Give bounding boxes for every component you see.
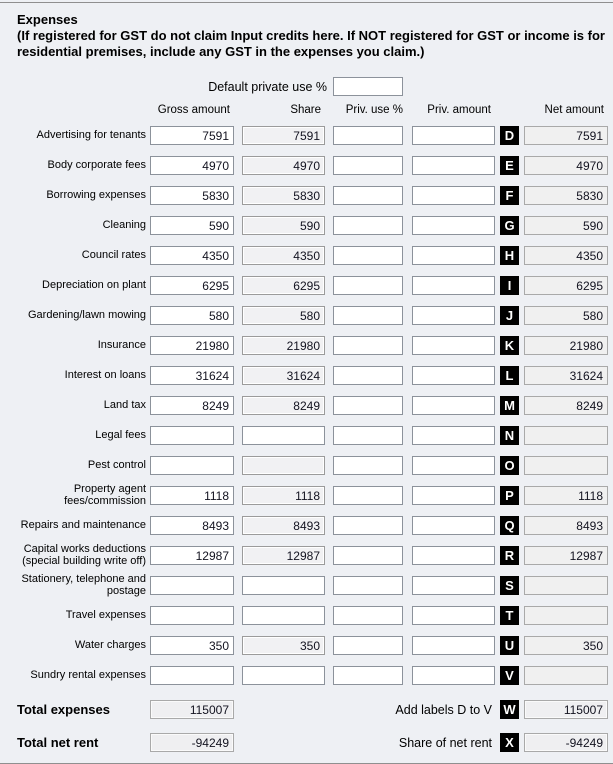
label-tag: F [500, 186, 519, 205]
share-input [242, 126, 325, 145]
total-expenses-field [150, 700, 234, 719]
expense-row [0, 666, 613, 685]
expense-row [0, 246, 613, 265]
expense-row-label: Travel expenses [65, 608, 146, 621]
gross-amount-input[interactable] [150, 516, 234, 535]
gross-amount-input[interactable] [150, 546, 234, 565]
column-header-net: Net amount [544, 103, 604, 116]
share-input [242, 306, 325, 325]
expense-row [0, 516, 613, 535]
priv-amount-input[interactable] [412, 456, 495, 475]
expense-row [0, 636, 613, 655]
total-net-rent-row [0, 733, 613, 752]
gross-amount-input[interactable] [150, 306, 234, 325]
expense-row [0, 426, 613, 445]
gross-amount-input[interactable] [150, 156, 234, 175]
priv-amount-input[interactable] [412, 366, 495, 385]
net-amount-field [524, 666, 608, 685]
priv-use-percent-input[interactable] [333, 126, 403, 145]
net-amount-field [524, 306, 608, 325]
share-input[interactable] [242, 576, 325, 595]
gross-amount-input[interactable] [150, 426, 234, 445]
net-amount-field [524, 126, 608, 145]
priv-use-percent-input[interactable] [333, 546, 403, 565]
net-amount-field [524, 366, 608, 385]
share-input [242, 486, 325, 505]
net-amount-field [524, 456, 608, 475]
expense-row-label: Land tax [103, 398, 146, 411]
gross-amount-input[interactable] [150, 216, 234, 235]
priv-use-percent-input[interactable] [333, 606, 403, 625]
expense-row [0, 606, 613, 625]
gross-amount-input[interactable] [150, 606, 234, 625]
label-tag-w: W [500, 700, 519, 719]
priv-use-percent-input[interactable] [333, 336, 403, 355]
total-net-rent-label: Total net rent [17, 735, 99, 750]
share-of-net-rent-note: Share of net rent [398, 735, 492, 750]
label-tag: O [500, 456, 519, 475]
share-input [242, 636, 325, 655]
priv-amount-input[interactable] [412, 546, 495, 565]
default-private-use-row [0, 77, 613, 96]
net-amount-field [524, 486, 608, 505]
gross-amount-input[interactable] [150, 456, 234, 475]
share-input [242, 336, 325, 355]
priv-amount-input[interactable] [412, 636, 495, 655]
expense-row [0, 126, 613, 145]
column-header-share: Share [290, 103, 321, 116]
priv-amount-input[interactable] [412, 666, 495, 685]
total-expenses-label: Total expenses [17, 702, 110, 717]
net-amount-field [524, 576, 608, 595]
priv-amount-input[interactable] [412, 306, 495, 325]
total-expenses-row [0, 700, 613, 719]
expense-row [0, 366, 613, 385]
expense-row [0, 456, 613, 475]
priv-amount-input[interactable] [412, 126, 495, 145]
label-tag: J [500, 306, 519, 325]
label-tag: U [500, 636, 519, 655]
priv-use-percent-input[interactable] [333, 306, 403, 325]
total-net-rent-net-field [524, 733, 608, 752]
expense-row-label: Sundry rental expenses [30, 668, 146, 681]
expense-row [0, 306, 613, 325]
label-tag: Q [500, 516, 519, 535]
label-tag: R [500, 546, 519, 565]
net-amount-field [524, 156, 608, 175]
label-tag: D [500, 126, 519, 145]
share-input[interactable] [242, 426, 325, 445]
expense-row-label: Capital works deductions (special building write off) [22, 543, 146, 567]
share-input[interactable] [242, 606, 325, 625]
expense-row [0, 276, 613, 295]
expense-row-label: Borrowing expenses [46, 188, 146, 201]
priv-amount-input[interactable] [412, 486, 495, 505]
default-private-use-label: Default private use % [208, 79, 327, 94]
share-input [242, 456, 325, 475]
gross-amount-input[interactable] [150, 486, 234, 505]
expense-row [0, 336, 613, 355]
priv-use-percent-input[interactable] [333, 456, 403, 475]
label-tag: N [500, 426, 519, 445]
share-input [242, 276, 325, 295]
priv-amount-input[interactable] [412, 576, 495, 595]
share-input [242, 186, 325, 205]
priv-amount-input[interactable] [412, 426, 495, 445]
label-tag-x: X [500, 733, 519, 752]
column-header-gross: Gross amount [157, 103, 230, 116]
expense-row-label: Council rates [81, 248, 146, 261]
priv-amount-input[interactable] [412, 216, 495, 235]
expense-row-label: Interest on loans [64, 368, 146, 381]
expense-row [0, 216, 613, 235]
priv-use-percent-input[interactable] [333, 636, 403, 655]
net-amount-field [524, 516, 608, 535]
gross-amount-input[interactable] [150, 186, 234, 205]
priv-use-percent-input[interactable] [333, 666, 403, 685]
gross-amount-input[interactable] [150, 366, 234, 385]
label-tag: K [500, 336, 519, 355]
expense-row-label: Cleaning [102, 218, 146, 231]
label-tag: T [500, 606, 519, 625]
top-divider [0, 2, 613, 3]
gross-amount-input[interactable] [150, 666, 234, 685]
expense-row-label: Depreciation on plant [42, 278, 146, 291]
expense-row-label: Gardening/lawn mowing [27, 308, 146, 321]
expense-row-label: Repairs and maintenance [20, 518, 146, 531]
net-amount-field [524, 186, 608, 205]
priv-use-percent-input[interactable] [333, 486, 403, 505]
column-headers [0, 100, 613, 119]
gross-amount-input[interactable] [150, 396, 234, 415]
gst-note: (If registered for GST do not claim Input credits here. If NOT registered for GST or income is for residential premises, include any GST in the expenses you claim.) [17, 28, 605, 59]
expense-row [0, 396, 613, 415]
expense-row-label: Insurance [97, 338, 146, 351]
page-title: Expenses [17, 12, 78, 27]
expense-row-label: Legal fees [95, 428, 146, 441]
gross-amount-input[interactable] [150, 636, 234, 655]
share-input [242, 156, 325, 175]
expense-row [0, 186, 613, 205]
share-input[interactable] [242, 666, 325, 685]
expense-row [0, 483, 613, 507]
label-tag: G [500, 216, 519, 235]
column-header-priv-use: Priv. use % [345, 103, 403, 116]
priv-amount-input[interactable] [412, 606, 495, 625]
priv-use-percent-input[interactable] [333, 156, 403, 175]
expense-row-label: Body corporate fees [47, 158, 146, 171]
priv-amount-input[interactable] [412, 396, 495, 415]
gross-amount-input[interactable] [150, 126, 234, 145]
priv-use-percent-input[interactable] [333, 576, 403, 595]
total-net-rent-field [150, 733, 234, 752]
column-header-priv-amount: Priv. amount [427, 103, 491, 116]
expense-row-label: Property agent fees/commission [64, 483, 146, 507]
priv-amount-input[interactable] [412, 246, 495, 265]
gross-amount-input[interactable] [150, 576, 234, 595]
priv-amount-input[interactable] [412, 516, 495, 535]
share-input [242, 246, 325, 265]
expense-row-label: Pest control [87, 458, 146, 471]
expense-row [0, 573, 613, 597]
share-input [242, 516, 325, 535]
expense-rows [0, 126, 613, 685]
add-labels-note: Add labels D to V [395, 702, 492, 717]
expense-row-label: Water charges [74, 638, 146, 651]
net-amount-field [524, 426, 608, 445]
net-amount-field [524, 396, 608, 415]
gross-amount-input[interactable] [150, 246, 234, 265]
label-tag: P [500, 486, 519, 505]
priv-use-percent-input[interactable] [333, 276, 403, 295]
label-tag: V [500, 666, 519, 685]
share-input [242, 396, 325, 415]
default-private-use-input[interactable] [333, 77, 403, 96]
net-amount-field [524, 606, 608, 625]
gross-amount-input[interactable] [150, 336, 234, 355]
priv-use-percent-input[interactable] [333, 516, 403, 535]
net-amount-field [524, 216, 608, 235]
net-amount-field [524, 546, 608, 565]
priv-use-percent-input[interactable] [333, 246, 403, 265]
net-amount-field [524, 336, 608, 355]
net-amount-field [524, 246, 608, 265]
gross-amount-input[interactable] [150, 276, 234, 295]
priv-use-percent-input[interactable] [333, 216, 403, 235]
expense-row-label: Stationery, telephone and postage [21, 573, 146, 597]
label-tag: E [500, 156, 519, 175]
priv-amount-input[interactable] [412, 276, 495, 295]
net-amount-field [524, 636, 608, 655]
priv-amount-input[interactable] [412, 336, 495, 355]
priv-amount-input[interactable] [412, 186, 495, 205]
label-tag: I [500, 276, 519, 295]
total-expenses-net-field [524, 700, 608, 719]
label-tag: S [500, 576, 519, 595]
label-tag: L [500, 366, 519, 385]
expense-row-label: Advertising for tenants [36, 128, 146, 141]
label-tag: H [500, 246, 519, 265]
priv-use-percent-input[interactable] [333, 366, 403, 385]
priv-use-percent-input[interactable] [333, 396, 403, 415]
share-input [242, 216, 325, 235]
expense-row [0, 156, 613, 175]
share-input [242, 366, 325, 385]
label-tag: M [500, 396, 519, 415]
priv-use-percent-input[interactable] [333, 186, 403, 205]
share-input [242, 546, 325, 565]
priv-use-percent-input[interactable] [333, 426, 403, 445]
priv-amount-input[interactable] [412, 156, 495, 175]
net-amount-field [524, 276, 608, 295]
expense-row [0, 543, 613, 567]
